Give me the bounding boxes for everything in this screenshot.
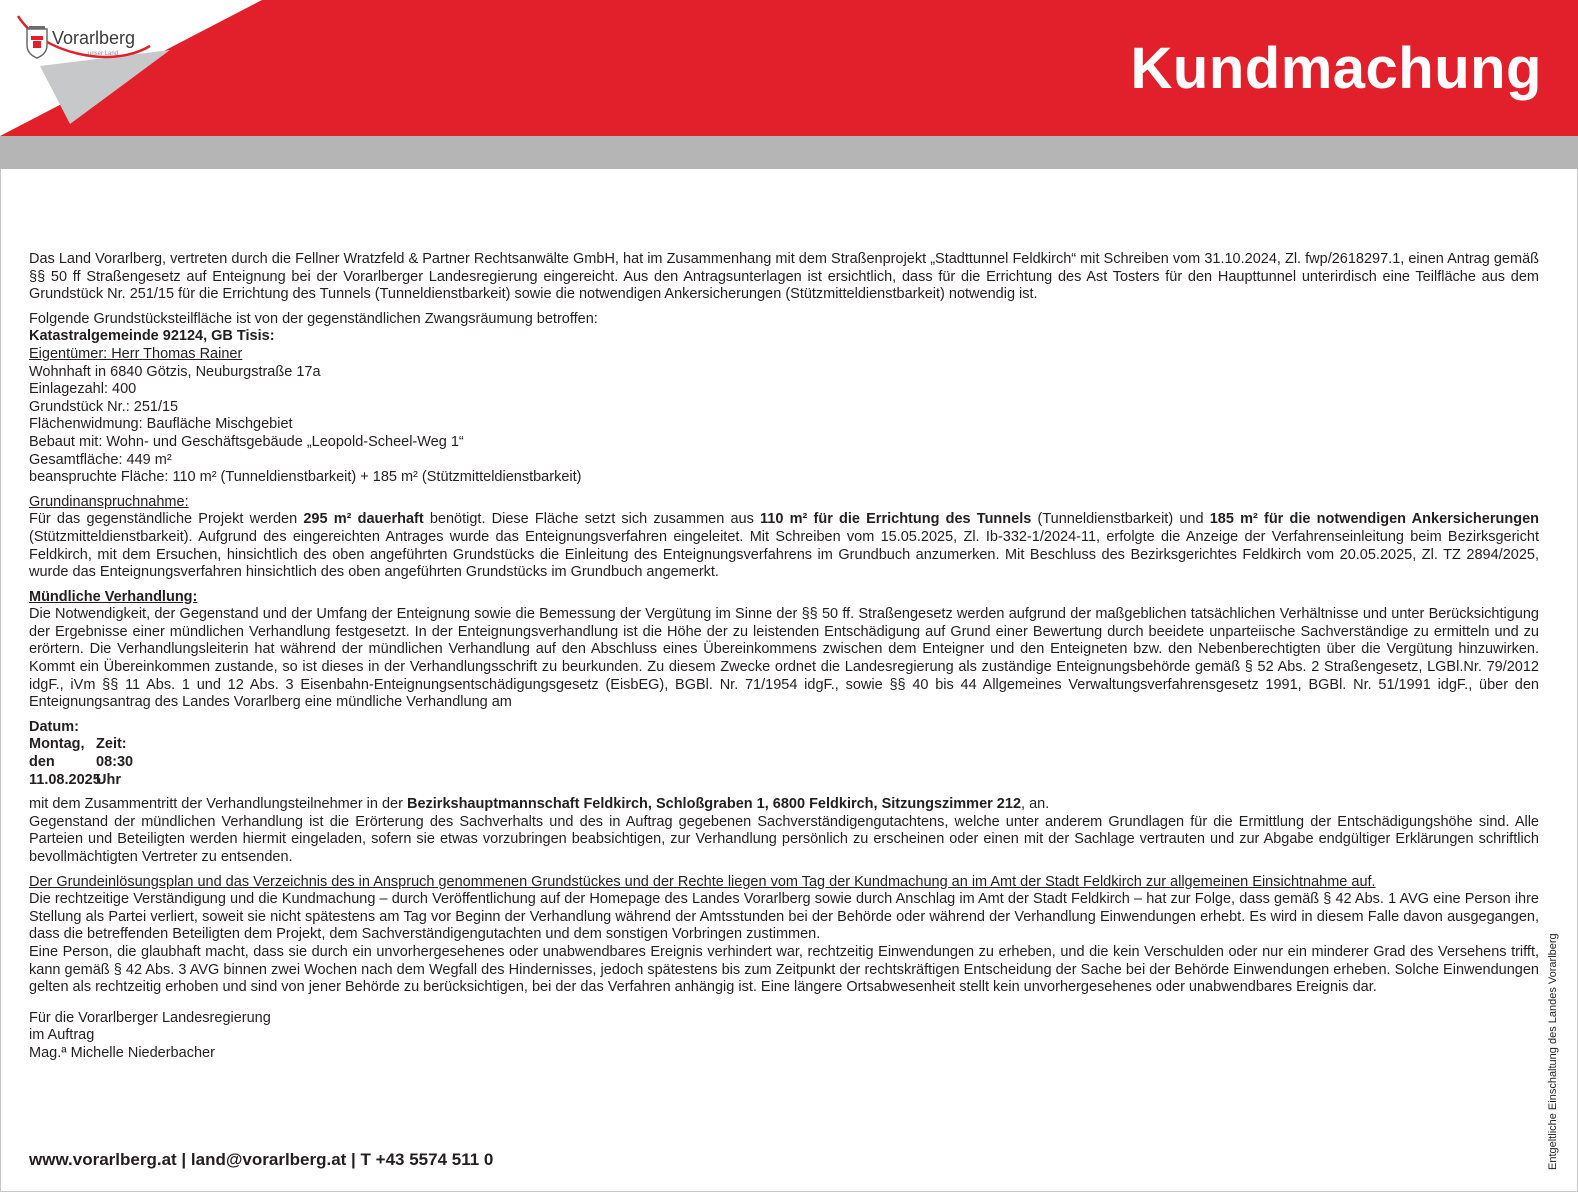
land-claim-bold-2: 110 m² für die Errichtung des Tunnels	[760, 511, 1032, 528]
signature-name: Mag.ª Michelle Niederbacher	[29, 1044, 215, 1061]
land-claim-bold-3: 185 m² für die notwendigen Ankersicherungen	[1209, 511, 1539, 528]
time-value: 08:30 Uhr	[96, 754, 134, 788]
land-claim-bold-1: 295 m² dauerhaft	[303, 511, 424, 528]
property-details	[29, 311, 1539, 487]
consequence-paragraph: Die rechtzeitige Verständigung und die Kundmachung – durch Veröffentlichung auf der Homepage des Landes Vorarlberg sowie durch Anschlag im Amt der Stadt Feldkirch – hat zur Folge, dass gemäß § 42 Abs. 1 AVG eine Person ihre Stellung als Partei verliert, soweit sie nicht spätestens am Tag vor Beginn der Verhandlung während der Amtsstunden bei der Behörde oder während der Verhandlung Einwendungen erhebt. Es wird in diesem Falle davon ausgegangen, dass die betreffenden Beteiligten dem Projekt, dem Sachverständigengutachten und dem sonstigen Vorbringen zustimmen.	[29, 891, 1539, 943]
notice-body	[29, 251, 1539, 1070]
owner-line: Eigentümer: Herr Thomas Rainer	[29, 345, 243, 362]
cadastral-line: Katastralgemeinde 92124, GB Tisis:	[29, 328, 275, 345]
logo-text: Vorarlberg	[52, 28, 136, 48]
signature-block	[29, 1010, 1539, 1063]
signature-line-2: im Auftrag	[29, 1027, 95, 1044]
affected-intro: Folgende Grundstücksteilfläche ist von der gegenständlichen Zwangsräumung betroffen:	[29, 310, 598, 327]
grey-divider-bar	[0, 136, 1578, 169]
building-line: Bebaut mit: Wohn- und Geschäftsgebäude „Leopold-Scheel-Weg 1“	[29, 433, 464, 450]
total-area-line: Gesamtfläche: 449 m²	[29, 451, 172, 468]
land-claim-text-1: Für das gegenständliche Projekt werden	[29, 511, 304, 528]
einlagezahl-line: Einlagezahl: 400	[29, 381, 137, 398]
zoning-line: Flächenwidmung: Baufläche Mischgebiet	[29, 416, 293, 433]
claimed-area-line: beanspruchte Fläche: 110 m² (Tunneldienstbarkeit) + 185 m² (Stützmitteldienstbarkeit)	[29, 469, 582, 486]
header-banner	[0, 0, 1578, 136]
location-text-1: mit dem Zusammentritt der Verhandlungsteilnehmer in der	[29, 796, 407, 813]
footer-contact: www.vorarlberg.at | land@vorarlberg.at | T +43 5574 511 0	[29, 1150, 494, 1169]
land-claim-text-2: benötigt. Diese Fläche setzt sich zusammen aus	[423, 511, 761, 528]
hearing-section	[29, 589, 1539, 712]
land-claim-heading: Grundinanspruchnahme:	[29, 493, 189, 510]
parcel-line: Grundstück Nr.: 251/15	[29, 398, 179, 415]
location-paragraph	[29, 796, 1539, 866]
page-title: Kundmachung	[1130, 36, 1542, 101]
time-label: Zeit:	[96, 736, 127, 753]
date-label: Datum:	[29, 718, 79, 735]
side-note: Entgeltliche Einschaltung des Landes Vorarlberg	[1547, 933, 1559, 1170]
inspection-note: Der Grundeinlösungsplan und das Verzeichnis des in Anspruch genommenen Grundstückes und der Rechte liegen vom Tag der Kundmachung an im Amt der Stadt Feldkirch zur allgemeinen Einsichtnahme auf.	[29, 873, 1376, 890]
hearing-date-time	[29, 719, 1539, 789]
inspection-section	[29, 874, 1539, 997]
land-claim-text-3: (Tunneldienstbarkeit) und	[1031, 511, 1210, 528]
residence-line: Wohnhaft in 6840 Götzis, Neuburgstraße 17a	[29, 363, 321, 380]
subject-paragraph: Gegenstand der mündlichen Verhandlung ist die Erörterung des Sachverhalts und des in Auftrag gegebenen Sachverständigengutachtens, welche unter anderem Grundlagen für die Ermittlung der Entschädigungshöhe sind. Alle Parteien und Beteiligten werden hiermit eingeladen, sofern sie etwas vorzubringen beabsichtigen, zur Verhandlung persönlich zu erscheinen oder einen mit der Sachlage vertrauten und zur Abgabe endgültiger Erklärungen schriftlich bevollmächtigten Vertreter zu entsenden.	[29, 813, 1539, 865]
hearing-text: Die Notwendigkeit, der Gegenstand und der Umfang der Enteignung sowie die Bemessung der Vergütung im Sinne der §§ 50 ff. Straßengesetz werden aufgrund der maßgeblichen tatsächlichen Verhältnisse und unter Berücksichtigung der Ergebnisse einer mündlichen Verhandlung festgesetzt. In der Enteignungsverhandlung ist die Höhe der zu leistenden Entschädigung auf Grund einer Bewertung durch beeidete unparteiische Sachverständige zu ermitteln und zu erörtern. Die Verhandlungsleiterin hat während der mündlichen Verhandlung auf den Abschluss eines Übereinkommens zwischen dem Enteigner und den Enteigneten bzw. den Nebenberechtigten über die Vergütung hinzuwirken. Kommt ein Übereinkommen zustande, so ist dieses in der Verhandlungsschrift zu beurkunden. Zu diesem Zwecke ordnet die Landesregierung als zuständige Enteignungsbehörde gemäß § 52 Abs. 2 Straßengesetz, LGBl.Nr. 79/2012 idgF., iVm §§ 11 Abs. 1 und 12 Abs. 3 Eisenbahn-Enteignungsentschädigungsgesetz (EisbEG), BGBl. Nr. 71/1954 idgF., sowie §§ 40 bis 44 Allgemeines Verwaltungsverfahrensgesetz 1991, BGBl. Nr. 51/1991 idgF., über den Enteignungsantrag des Landes Vorarlberg eine mündliche Verhandlung am	[29, 606, 1539, 711]
location-venue: Bezirkshauptmannschaft Feldkirch, Schloßgraben 1, 6800 Feldkirch, Sitzungszimmer 212	[406, 796, 1022, 813]
date-value: Montag, den 11.08.2025	[29, 736, 101, 788]
land-claim-text-4: (Stützmitteldienstbarkeit). Aufgrund des eingereichten Antrages wurde das Enteignungsverfahren eingeleitet. Mit Schreiben vom 15.05.2025, Zl. Ib-332-1/2024-11, erfolgte die Anzeige der Verfahrenseinleitung beim Bezirksgericht Feldkirch, mit dem Ersuchen, hinsichtlich des oben angeführten Grundstücks die Einleitung des Enteignungsverfahrens im Grundbuch anzumerken. Mit Beschluss des Bezirksgerichtes Feldkirch vom 20.05.2025, Zl. TZ 2894/2025, wurde das Enteignungsverfahren hinsichtlich des oben angeführten Grundstücks im Grundbuch angemerkt.	[29, 528, 1539, 581]
restitution-paragraph: Eine Person, die glaubhaft macht, dass sie durch ein unvorhergesehenes oder unabwendbares Ereignis verhindert war, rechtzeitig Einwendungen zu erheben, und die kein Verschulden oder nur ein minderer Grad des Versehens trifft, kann gemäß § 42 Abs. 3 AVG binnen zwei Wochen nach dem Wegfall des Hindernisses, jedoch spätestens bis zum Zeitpunkt der rechtskräftigen Entscheidung der Sache bei der Behörde Einwendungen erheben. Solche Einwendungen gelten als rechtzeitig erhoben und sind von jener Behörde zu berücksichtigen, bei der das Verfahren anhängig ist. Eine längere Ortsabwesenheit stellt kein unvorhergesehenes oder unabwendbares Ereignis dar.	[29, 943, 1539, 996]
coat-of-arms-icon	[27, 26, 47, 58]
hearing-heading: Mündliche Verhandlung:	[29, 588, 198, 605]
land-claim-section	[29, 494, 1539, 582]
intro-paragraph: Das Land Vorarlberg, vertreten durch die Fellner Wratzfeld & Partner Rechtsanwälte GmbH, hat im Zusammenhang mit dem Straßenprojekt „Stadttunnel Feldkirch“ mit Schreiben vom 31.10.2024, Zl. fwp/2618297.1, einen Antrag gemäß §§ 50 ff Straßengesetz auf Enteignung bei der Vorarlberger Landesregierung eingereicht. Aus den Antragsunterlagen ist ersichtlich, dass für die Errichtung des Ast Tosters für den Haupttunnel unterirdisch eine Teilfläche aus dem Grundstück Nr. 251/15 für die Errichtung des Tunnels (Tunneldienstbarkeit) sowie die notwendigen Ankersicherungen (Stützmitteldienstbarkeit) notwendig ist.	[29, 251, 1539, 303]
logo-subtext: unser Land	[88, 51, 119, 57]
signature-line-1: Für die Vorarlberger Landesregierung	[29, 1009, 271, 1026]
location-text-2: , an.	[1021, 796, 1050, 813]
